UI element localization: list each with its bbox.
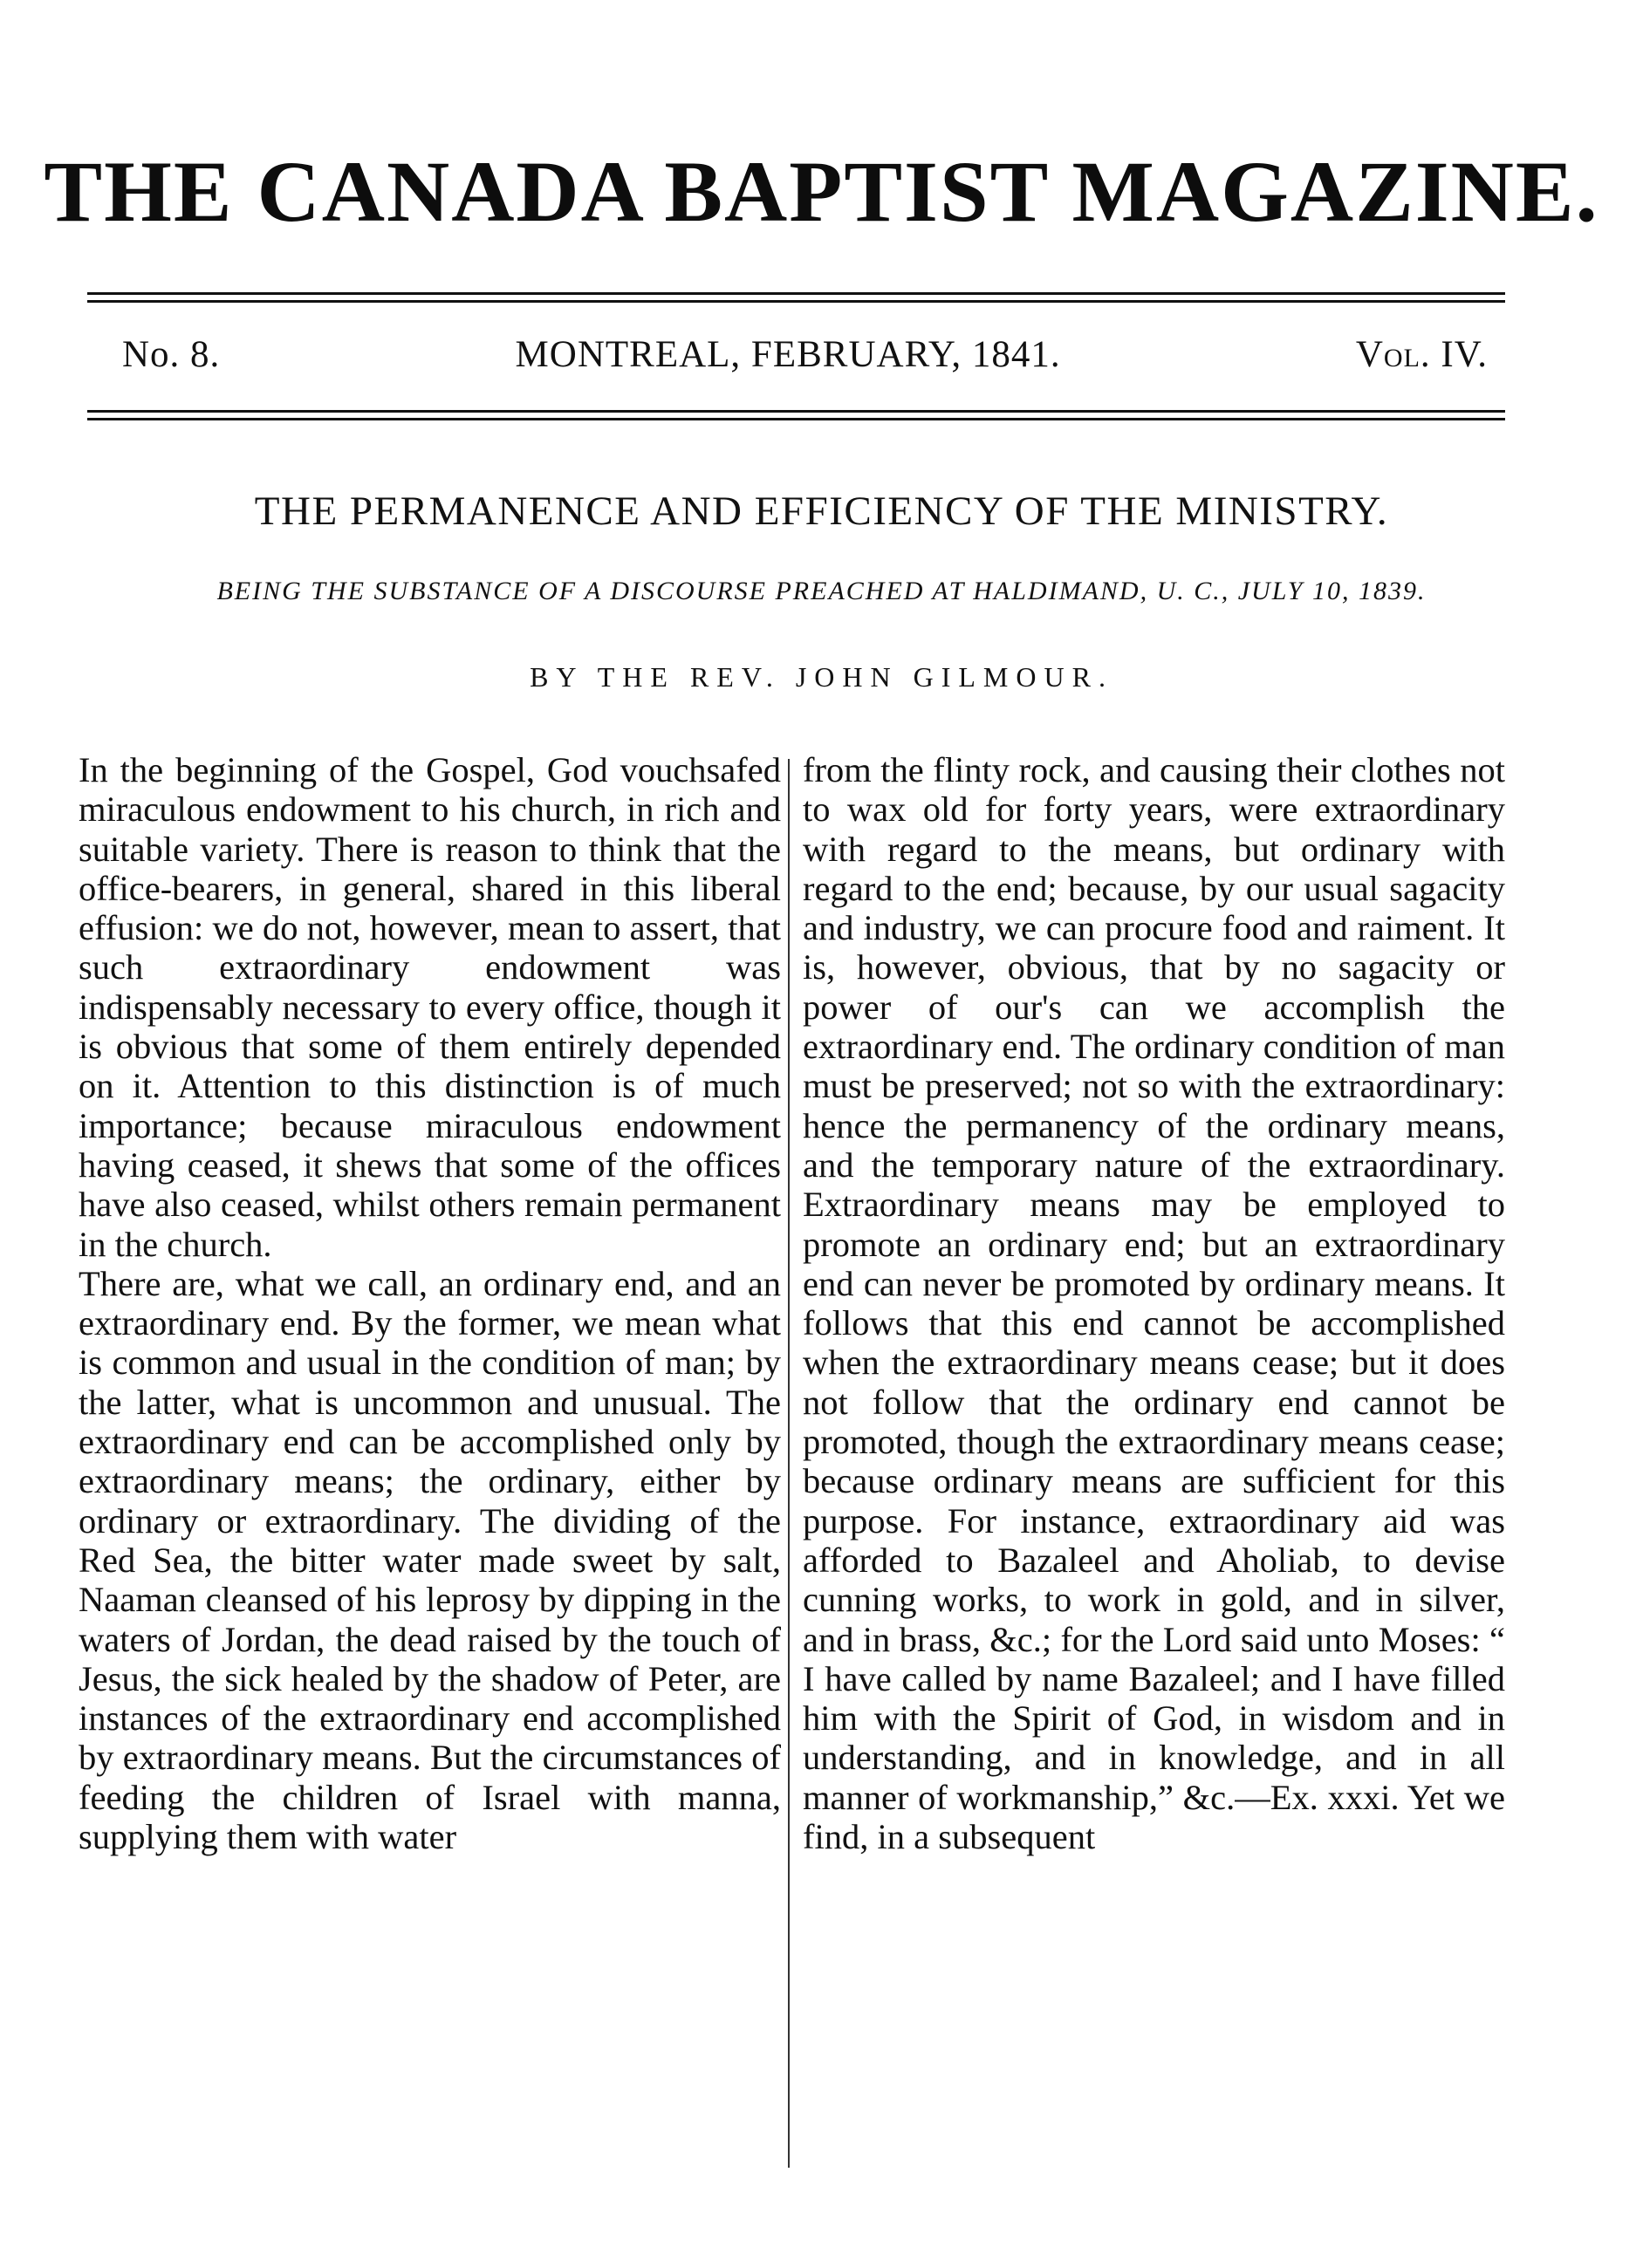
issue-rule xyxy=(87,410,1505,423)
masthead-rule xyxy=(87,292,1505,303)
issue-number: No. 8. xyxy=(122,334,221,375)
paragraph: from the flinty rock, and causing their clothes not to wax old for forty years, were extraordinary with regard to the means, but ordinary with regard to the end; because, by our usual sagacity and industry, we can procure food and raiment. It is, however, obvious, that by no sagacity or power of our's can we accomplish the extraordinary end. The ordinary condition of man must be preserved; not so with the extraordinary: hence the permanency of the ordinary means, and the temporary nature of the extraordinary. Extraordinary means may be employed to promote an ordinary end; but an extraordinary end can never be promoted by ordinary means. It follows that this end cannot be accomplished when the extraordinary means cease; but it does not follow that the ordinary end cannot be promoted, though the extraordinary means cease; because ordinary means are sufficient for this purpose. For instance, extraordinary aid was afforded to Bazaleel and Aholiab, to devise cunning works, to work in gold, and in silver, and in brass, &c.; for the Lord said unto Moses: “ I have called by name Bazaleel; and I have filled him with the Spirit of God, in wisdom and in understanding, and in knowledge, and in all manner of workmanship,” &c.—Ex. xxxi. Yet we find, in a subsequent xyxy=(803,750,1505,1857)
column-divider xyxy=(788,759,790,2168)
magazine-masthead: THE CANADA BAPTIST MAGAZINE. xyxy=(44,143,1599,240)
article-byline: BY THE REV. JOHN GILMOUR. xyxy=(530,661,1113,693)
article-title: THE PERMANENCE AND EFFICIENCY OF THE MINISTRY. xyxy=(254,488,1389,534)
text-column-left xyxy=(79,750,781,1856)
article-subtitle: BEING THE SUBSTANCE OF A DISCOURSE PREACHED AT HALDIMAND, U. C., JULY 10, 1839. xyxy=(216,577,1427,605)
paragraph: In the beginning of the Gospel, God vouchsafed miraculous endowment to his church, in rich and suitable variety. There is reason to think that the office-bearers, in general, shared in this liberal effusion: we do not, however, mean to assert, that such extraordinary endowment was indispensably necessary to every office, though it is obvious that some of them entirely depended on it. Attention to this distinction is of much importance; because miraculous endowment having ceased, it shews that some of the offices have also ceased, whilst others remain permanent in the church. xyxy=(79,750,781,1264)
issue-place-date: MONTREAL, FEBRUARY, 1841. xyxy=(515,334,1061,375)
issue-line xyxy=(122,336,1488,373)
issue-volume: Vol. IV. xyxy=(1355,334,1488,375)
paragraph: There are, what we call, an ordinary end, and an extraordinary end. By the former, we mean what is common and usual in the condition of man; by the latter, what is uncommon and unusual. The extraordinary end can be accomplished only by extraordinary means; the ordinary, either by ordinary or extraordinary. The dividing of the Red Sea, the bitter water made sweet by salt, Naaman cleansed of his leprosy by dipping in the waters of Jordan, the dead raised by the touch of Jesus, the sick healed by the shadow of Peter, are instances of the extraordinary end accomplished by extraordinary means. But the circumstances of feeding the children of Israel with manna, supplying them with water xyxy=(79,1263,781,1857)
text-column-right xyxy=(803,750,1505,1856)
